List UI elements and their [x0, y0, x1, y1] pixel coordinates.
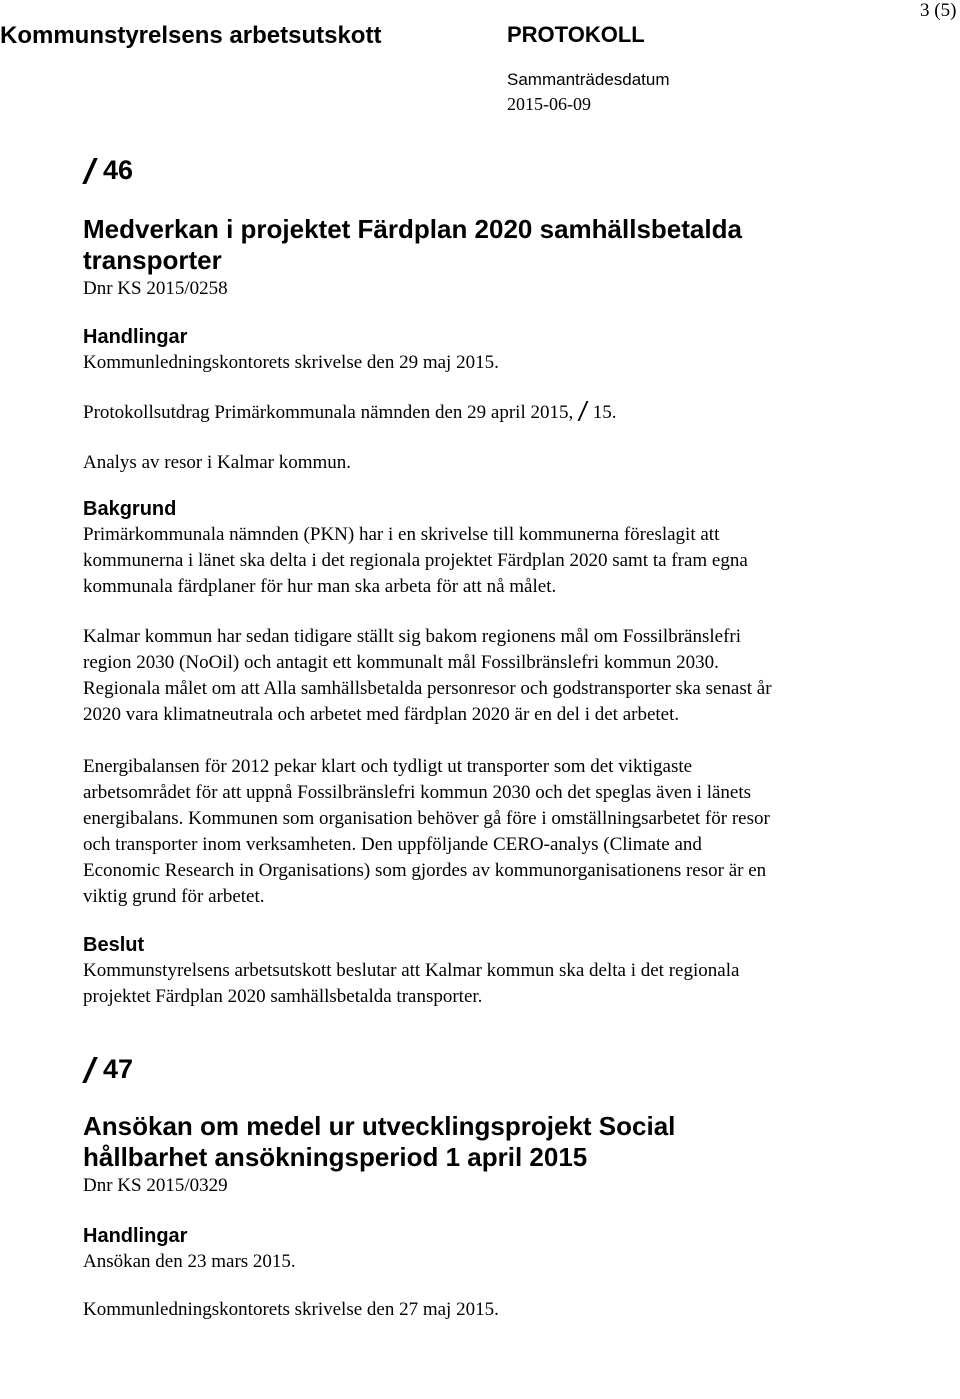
- bakgrund-paragraph: Kalmar kommun har sedan tidigare ställt sig bakom regionens mål om Fossilbränslefri region 2030 (NoOil) och antagit ett kommunalt mål Fossilbränslefri kommun 2030. Regionala målet om att Alla samhällsbetalda personresor och godstransporter ska senast år 2020 vara klimatneutrala och arbetet med färdplan 2020 är en del i det arbetet.: [83, 626, 772, 725]
- handling-item: Protokollsutdrag Primärkommunala nämnden den 29 april 2015, 15.: [83, 402, 617, 423]
- section-sign-icon: [83, 157, 97, 185]
- handlingar-heading: Handlingar: [83, 1225, 188, 1247]
- handling-item: Analys av resor i Kalmar kommun.: [83, 452, 352, 473]
- document-body: [83, 155, 943, 1323]
- section-title: Medverkan i projektet Färdplan 2020 samhällsbetalda transporter: [83, 214, 742, 275]
- section-sign-icon: [83, 1056, 97, 1084]
- beslut-heading: Beslut: [83, 934, 145, 956]
- handlingar-heading: Handlingar: [83, 326, 188, 348]
- organisation-name: Kommunstyrelsens arbetsutskott: [0, 22, 382, 49]
- meeting-date-label: Sammanträdesdatum: [507, 70, 670, 89]
- bakgrund-paragraph: Primärkommunala nämnden (PKN) har i en skrivelse till kommunerna föreslagit att kommunerna i länet ska delta i det regionala projektet Färdplan 2020 samt ta fram egna kommunala färdplaner för hur man ska arbeta för att nå målet.: [83, 524, 748, 597]
- handling-item: Ansökan den 23 mars 2015.: [83, 1251, 296, 1272]
- page-number: 3 (5): [920, 0, 957, 21]
- section-title: Ansökan om medel ur utvecklingsprojekt Social hållbarhet ansökningsperiod 1 april 2015: [83, 1111, 676, 1172]
- dnr-reference: Dnr KS 2015/0329: [83, 1175, 228, 1196]
- paragraph-number-46: 46: [83, 155, 943, 186]
- bakgrund-paragraph: Energibalansen för 2012 pekar klart och tydligt ut transporter som det viktigaste arbetsområdet för att uppnå Fossilbränslefri kommun 2030 och det speglas även i länets energibalans. Kommunen som organisation behöver gå före i omställningsarbetet för resor och transporter inom verksamheten. Den uppföljande CERO-analys (Climate and Economic Research in Organisations) som gjordes av kommunorganisationens resor är en viktig grund för arbetet.: [83, 756, 770, 907]
- meeting-date: 2015-06-09: [507, 94, 591, 114]
- bakgrund-heading: Bakgrund: [83, 498, 177, 520]
- beslut-text: Kommunstyrelsens arbetsutskott beslutar att Kalmar kommun ska delta i det regionala projektet Färdplan 2020 samhällsbetalda transporter.: [83, 960, 740, 1007]
- handling-item: Kommunledningskontorets skrivelse den 29 maj 2015.: [83, 352, 499, 373]
- dnr-reference: Dnr KS 2015/0258: [83, 278, 228, 299]
- paragraph-number-47: 47: [83, 1054, 943, 1085]
- document-type: PROTOKOLL: [507, 22, 645, 47]
- handling-item: Kommunledningskontorets skrivelse den 27 maj 2015.: [83, 1299, 499, 1320]
- section-sign-icon: [578, 401, 588, 421]
